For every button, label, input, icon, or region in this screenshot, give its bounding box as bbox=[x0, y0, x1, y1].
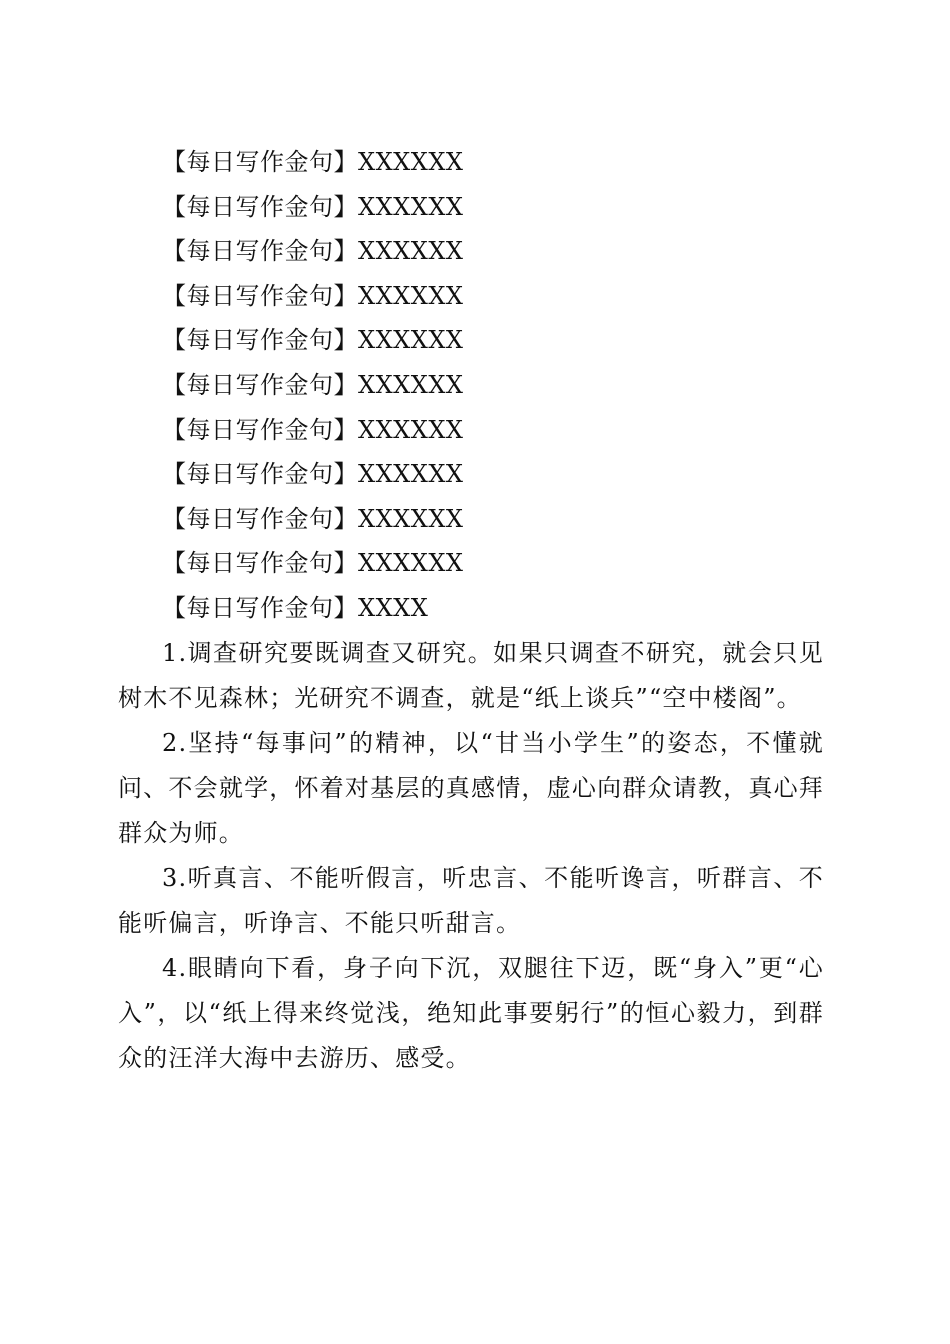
paragraph-1: 1.调查研究要既调查又研究。如果只调查不研究，就会只见树木不见森林；光研究不调查，就是“纸上谈兵”“空中楼阁”。 bbox=[118, 638, 824, 712]
header-line: 【每日写作金句】XXXXXX bbox=[162, 415, 464, 444]
header-line: 【每日写作金句】XXXX bbox=[162, 593, 429, 622]
document-body bbox=[118, 140, 824, 1081]
paragraph-4: 4.眼睛向下看，身子向下沉，双腿往下迈，既“身入”更“心入”，以“纸上得来终觉浅，绝知此事要躬行”的恒心毅力，到群众的汪洋大海中去游历、感受。 bbox=[118, 953, 824, 1072]
header-line: 【每日写作金句】XXXXXX bbox=[162, 148, 464, 176]
header-line: 【每日写作金句】XXXXXX bbox=[162, 192, 464, 221]
header-line: 【每日写作金句】XXXXXX bbox=[162, 370, 464, 399]
header-line: 【每日写作金句】XXXXXX bbox=[162, 549, 464, 578]
paragraph-2: 2.坚持“每事问”的精神，以“甘当小学生”的姿态，不懂就问、不会就学，怀着对基层的真感情，虚心向群众请教，真心拜群众为师。 bbox=[118, 728, 824, 847]
header-line: 【每日写作金句】XXXXXX bbox=[162, 281, 464, 310]
header-line: 【每日写作金句】XXXXXX bbox=[162, 237, 464, 266]
header-line: 【每日写作金句】XXXXXX bbox=[162, 326, 464, 355]
paragraph-3: 3.听真言、不能听假言，听忠言、不能听谗言，听群言、不能听偏言，听诤言、不能只听甜言。 bbox=[118, 863, 824, 937]
header-line: 【每日写作金句】XXXXXX bbox=[162, 504, 464, 533]
header-line: 【每日写作金句】XXXXXX bbox=[162, 460, 464, 489]
